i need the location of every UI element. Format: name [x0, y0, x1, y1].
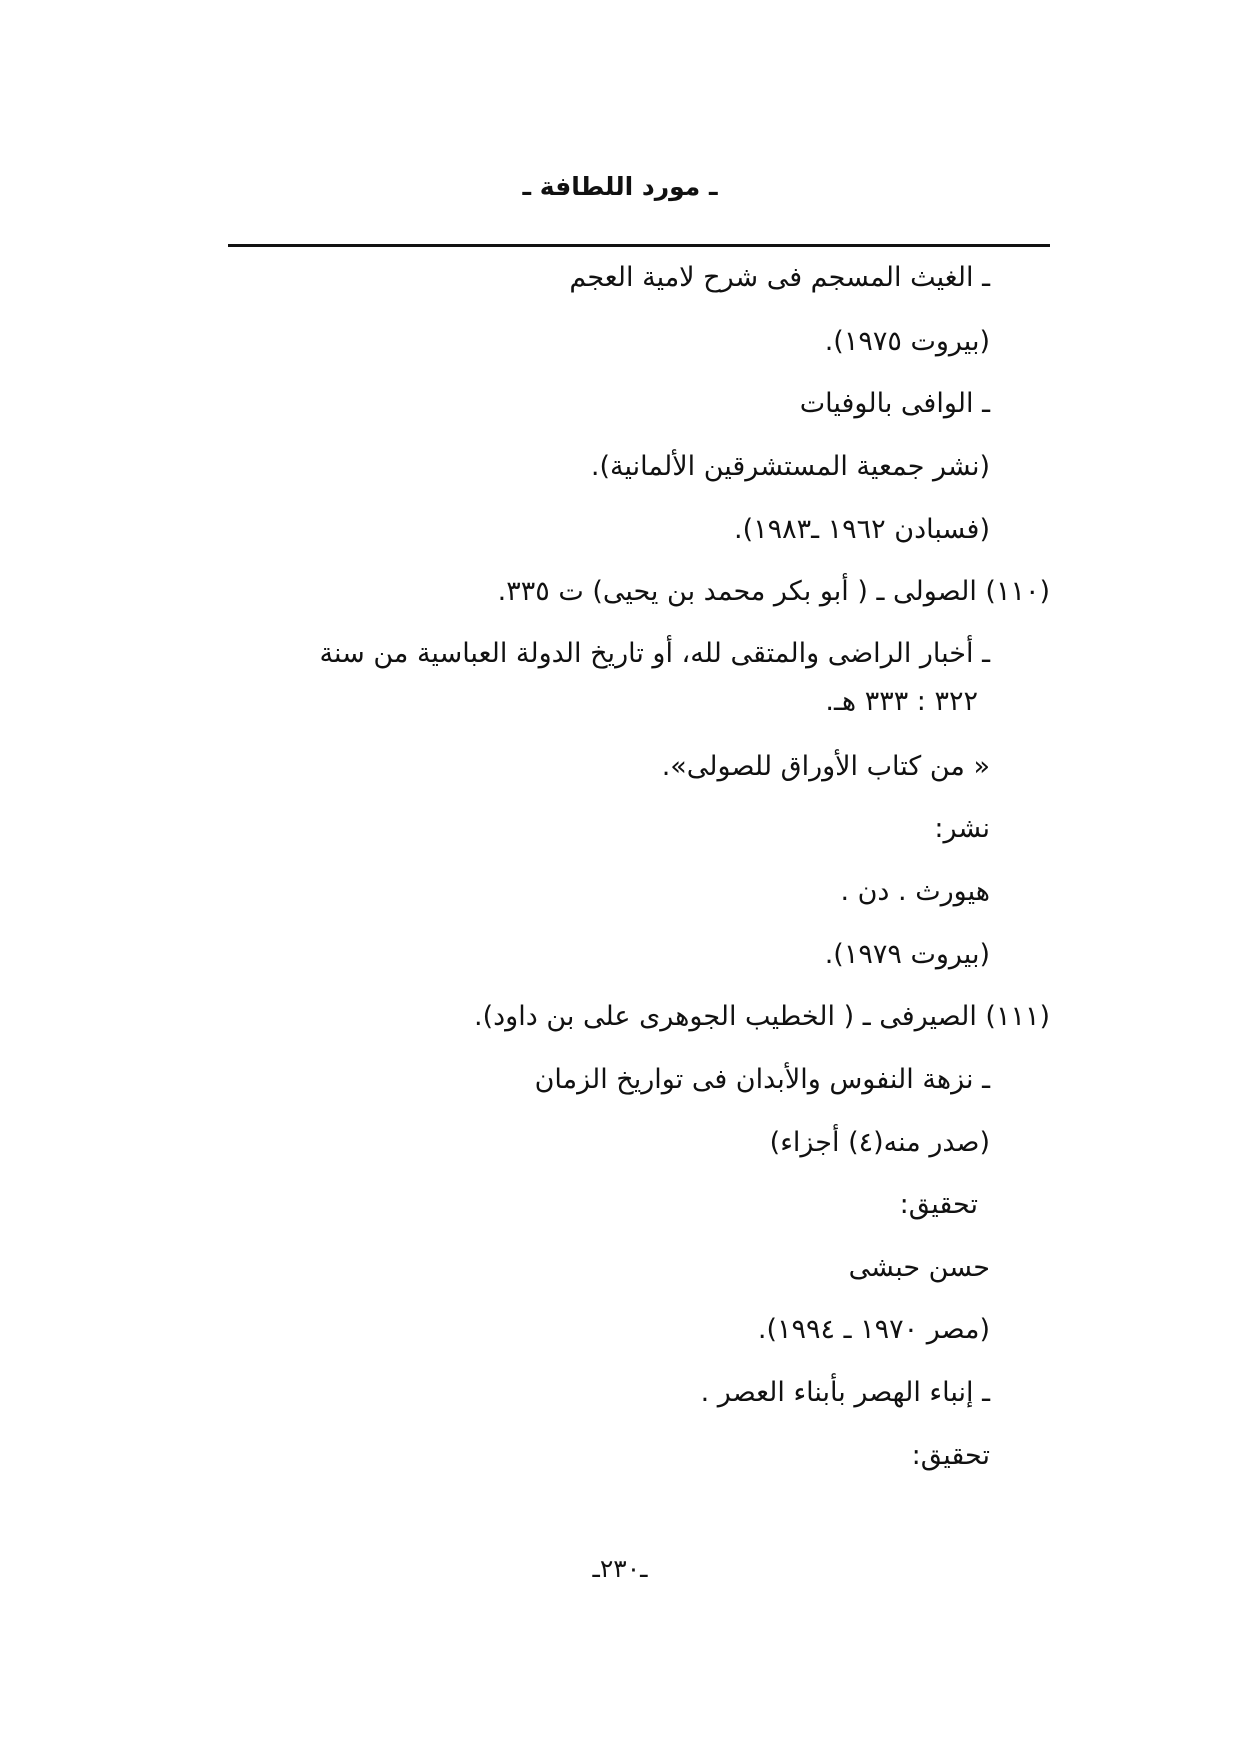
text-line: ـ إنباء الهصر بأبناء العصر . — [700, 1377, 990, 1408]
running-header: ـ مورد اللطافة ـ — [522, 172, 718, 201]
text-line: ٣٢٢ : ٣٣٣ هـ. — [825, 686, 978, 717]
page-number: ـ٢٣٠ـ — [592, 1554, 648, 1583]
text-line: (فسبادن ١٩٦٢ ـ١٩٨٣). — [734, 514, 990, 545]
text-line: ـ الغيث المسجم فى شرح لامية العجم — [569, 262, 990, 293]
header-rule — [228, 244, 1050, 247]
text-line: حسن حبشى — [848, 1252, 990, 1283]
text-line: ـ أخبار الراضى والمتقى لله، أو تاريخ الدولة العباسية من سنة — [319, 638, 990, 669]
text-line: تحقيق: — [911, 1440, 990, 1471]
text-line: نشر: — [934, 813, 990, 844]
text-line: « من كتاب الأوراق للصولى». — [661, 751, 990, 782]
text-line: (نشر جمعية المستشرقين الألمانية). — [590, 451, 990, 482]
entry-heading: (١١١) الصيرفى ـ ( الخطيب الجوهرى على بن داود). — [474, 1001, 1050, 1032]
text-line: (بيروت ١٩٧٥). — [824, 326, 990, 357]
text-line: ـ نزهة النفوس والأبدان فى تواريخ الزمان — [534, 1064, 990, 1095]
text-line: تحقيق: — [899, 1189, 978, 1220]
text-line: (صدر منه(٤) أجزاء) — [769, 1127, 990, 1158]
entry-heading: (١١٠) الصولى ـ ( أبو بكر محمد بن يحيى) ت ٣٣٥. — [497, 576, 1050, 607]
text-line: هيورث . دن . — [840, 876, 990, 907]
text-line: ـ الوافى بالوفيات — [799, 388, 990, 419]
text-line: (مصر ١٩٧٠ ـ ١٩٩٤). — [757, 1314, 990, 1345]
text-line: (بيروت ١٩٧٩). — [824, 939, 990, 970]
